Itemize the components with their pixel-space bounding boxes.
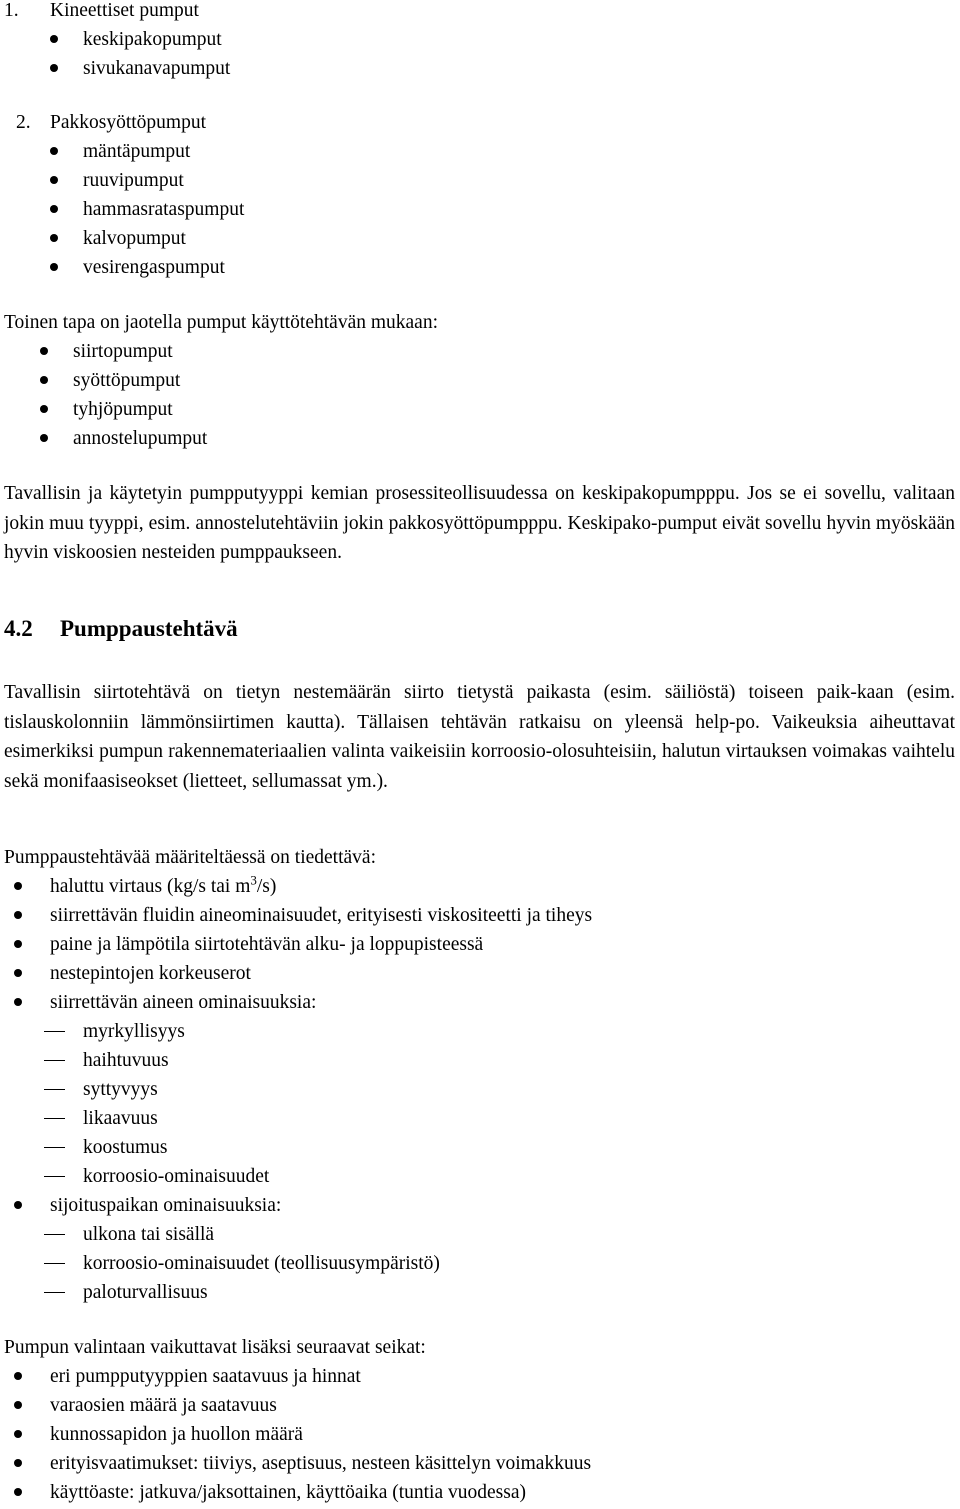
bullet-icon [14,1201,22,1209]
list-item: keskipakopumput [83,29,222,50]
list-item: siirrettävän aineen ominaisuuksia: [50,992,317,1013]
bullet-icon [50,64,58,72]
bullet-icon [50,263,58,271]
list-item: vesirengaspumput [83,257,225,278]
dash-icon [44,1118,65,1119]
bullet-icon [40,405,48,413]
list-item: sijoituspaikan ominaisuuksia: [50,1195,282,1216]
bullet-icon [50,205,58,213]
list-item: tyhjöpumput [73,399,173,420]
list-number: 1. [4,0,19,21]
dash-icon [44,1292,65,1293]
usage-intro: Toinen tapa on jaotella pumput käyttötehtävän mukaan: [4,312,439,333]
bullet-icon [14,911,22,919]
bullet-icon [50,234,58,242]
list-item: haluttu virtaus (kg/s tai $m^3/s$) [50,872,277,897]
bullet-icon [50,147,58,155]
list-item: syöttöpumput [73,370,181,391]
list-item: varaosien määrä ja saatavuus [50,1395,277,1416]
bullet-icon [14,940,22,948]
bullet-icon [14,1401,22,1409]
bullet-icon [14,969,22,977]
bullet-icon [14,882,22,890]
sub-list-item: ulkona tai sisällä [83,1224,215,1245]
section-number: 4.2 [4,616,33,641]
paragraph: Tavallisin ja käytetyin pumpputyyppi kemian prosessiteollisuudessa on keskipakopumpppu. Jos se ei sovellu, valitaan jokin muu tyyppi, esim. annostelutehtäviin jokin pakkosyöttöpumpppu. Keskipako-pumput eivät sovellu hyvin myöskään hyvin viskoosien nesteiden pumppaukseen. [4,483,955,563]
section-heading [4,614,238,643]
list-item: siirrettävän fluidin aineominaisuudet, erityisesti viskositeetti ja tiheys [50,905,593,926]
bullet-icon [14,1372,22,1380]
bullet-icon [14,1459,22,1467]
sub-list-item: myrkyllisyys [83,1021,185,1042]
dash-icon [44,1060,65,1061]
dash-icon [44,1031,65,1032]
bullet-icon [50,176,58,184]
list-item: siirtopumput [73,341,173,362]
paragraph: Tavallisin siirtotehtävä on tietyn nestemäärän siirto tietystä paikasta (esim. säiliöstä) toiseen paik-kaan (esim. tislauskolonniin lämmönsiirtimen kautta). Tällaisen tehtävän ratkaisu on yleensä help-po. Vaikeuksia aiheuttavat esimerkiksi pumpun rakennemateriaalien valinta vaikeisiin korroosio-olosuhteisiin, halutun virtauksen voimakas vaihtelu sekä monifaasiseokset (lietteet, sellumassat ym.). [4,682,955,792]
sub-list-item: syttyvyys [83,1079,158,1100]
list-item: erityisvaatimukset: tiiviys, aseptisuus, nesteen käsittelyn voimakkuus [50,1453,592,1474]
list-heading: Pakkosyöttöpumput [50,112,207,133]
list-item: annostelupumput [73,428,208,449]
bullet-icon [40,434,48,442]
list-item: ruuvipumput [83,170,184,191]
list-item: kunnossapidon ja huollon määrä [50,1424,303,1445]
dash-icon [44,1089,65,1090]
bullet-icon [14,998,22,1006]
list-item: paine ja lämpötila siirtotehtävän alku- ja loppupisteessä [50,934,484,955]
list-item: nestepintojen korkeuserot [50,963,251,984]
define-intro: Pumppaustehtävää määriteltäessä on tiedettävä: [4,847,376,868]
bullet-icon [50,35,58,43]
sub-list-item: koostumus [83,1137,168,1158]
sub-list-item: paloturvallisuus [83,1282,208,1303]
dash-icon [44,1234,65,1235]
list-item: mäntäpumput [83,141,191,162]
dash-icon [44,1147,65,1148]
section-title: Pumppaustehtävä [60,616,238,641]
sub-list-item: haihtuvuus [83,1050,169,1071]
list-item: sivukanavapumput [83,58,231,79]
dash-icon [44,1176,65,1177]
sub-list-item: likaavuus [83,1108,158,1129]
sub-list-item: korroosio-ominaisuudet (teollisuusympäristö) [83,1253,440,1274]
list-item: hammasrataspumput [83,199,245,220]
bullet-icon [14,1488,22,1496]
dash-icon [44,1263,65,1264]
list-item: käyttöaste: jatkuva/jaksottainen, käyttöaika (tuntia vuodessa) [50,1482,526,1503]
list-item: eri pumpputyyppien saatavuus ja hinnat [50,1366,361,1387]
list-item: kalvopumput [83,228,186,249]
bullet-icon [40,376,48,384]
bullet-icon [14,1430,22,1438]
bullet-icon [40,347,48,355]
sub-list-item: korroosio-ominaisuudet [83,1166,270,1187]
selection-intro: Pumpun valintaan vaikuttavat lisäksi seuraavat seikat: [4,1337,426,1358]
list-number: 2. [16,112,31,133]
list-heading: Kineettiset pumput [50,0,199,21]
